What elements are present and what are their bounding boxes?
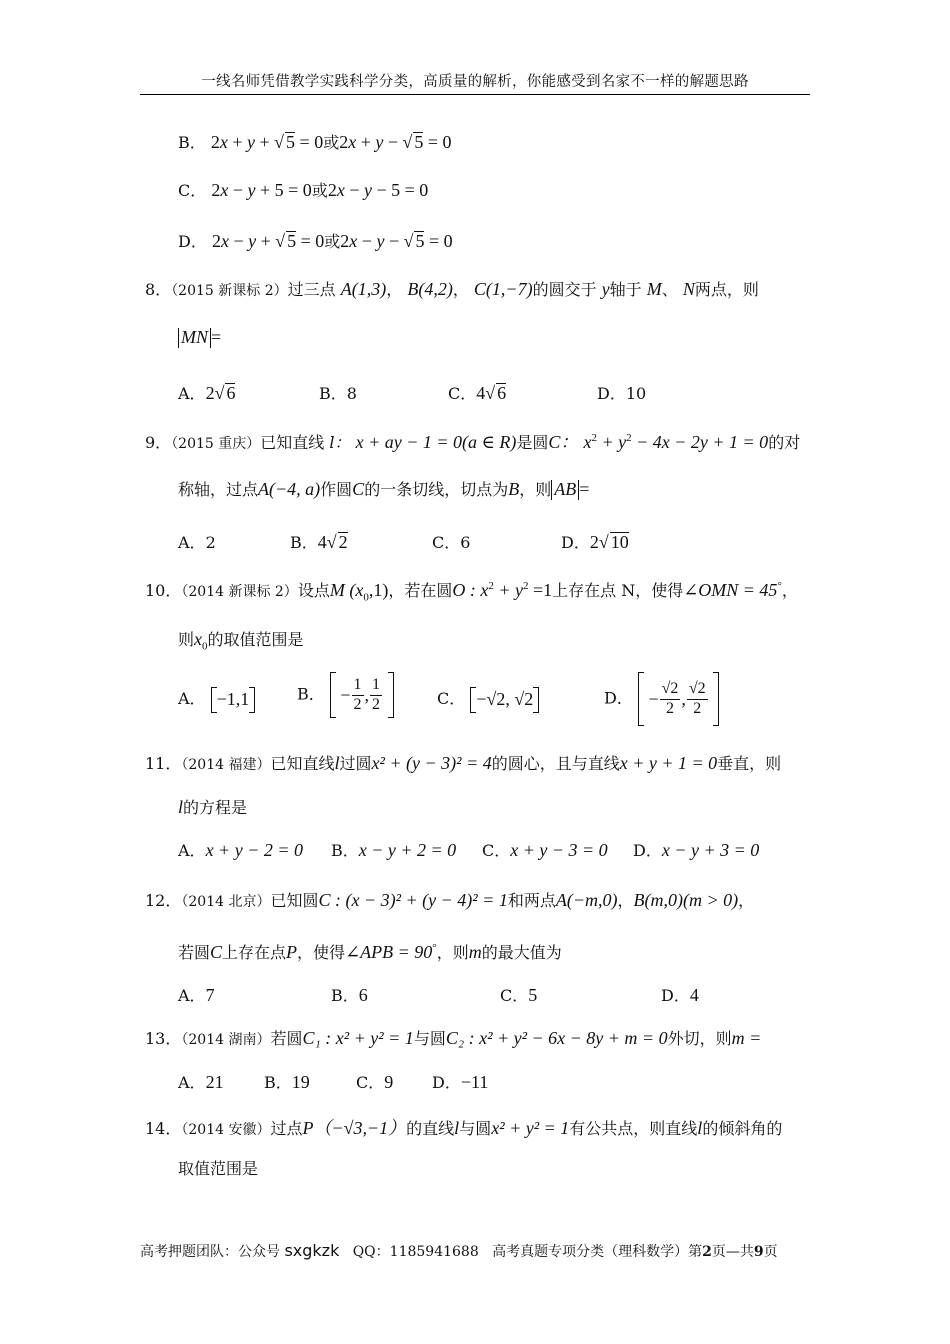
circle-o: O : $x^2 + y^2 =1$ bbox=[452, 580, 553, 600]
line-l: l： bbox=[329, 433, 351, 452]
text: ， bbox=[617, 891, 634, 910]
line-l: l bbox=[178, 797, 184, 817]
option-label: D． bbox=[561, 533, 590, 552]
q11-option-b[interactable] bbox=[331, 838, 456, 861]
q7-c-eq1: 2x − y + 5 = 0 bbox=[211, 180, 312, 200]
var-y: y bbox=[601, 279, 610, 299]
header-divider bbox=[140, 94, 810, 95]
question-source: （2014 湖南） bbox=[181, 1032, 271, 1048]
circle-equation: x² + (y − 3)² = 4 bbox=[371, 753, 492, 773]
point-m: M bbox=[646, 279, 662, 299]
circle-equation: $x^2 + y^2 - 4x - 2y + 1 = 0$ bbox=[583, 432, 769, 452]
page-footer bbox=[140, 1241, 778, 1261]
question-source: （2014 福建） bbox=[181, 757, 271, 773]
text: 若圆 bbox=[178, 943, 211, 962]
q7-d-eq2: 2x − y − √ 5 = 0 bbox=[340, 231, 453, 251]
circle-c2: C₂ : x² + y² − 6x − 8y + m = 0 bbox=[445, 1028, 668, 1048]
option-label: D． bbox=[432, 1073, 461, 1092]
q11-stem-2 bbox=[178, 795, 247, 818]
interval: − $\frac{√2}{2}$ , $\frac{√2}{2}$ bbox=[638, 672, 719, 726]
interval bbox=[470, 687, 539, 713]
option-label: C． bbox=[448, 384, 477, 403]
q9-option-c[interactable] bbox=[432, 530, 470, 553]
text: 是圆 bbox=[516, 433, 549, 452]
q7-option-d bbox=[178, 229, 453, 252]
option-label: C． bbox=[437, 689, 466, 708]
q14-stem bbox=[145, 1114, 782, 1140]
text: 的对 bbox=[768, 433, 801, 452]
q12-option-b[interactable] bbox=[331, 983, 368, 1006]
point-m: M $(x_0,1)$ bbox=[329, 580, 389, 604]
option-label: B． bbox=[331, 986, 359, 1005]
radicand: 2 bbox=[338, 532, 348, 552]
option-value: −11 bbox=[460, 1072, 489, 1092]
option-label: A． bbox=[178, 689, 206, 708]
option-label: B． bbox=[290, 533, 318, 552]
q7-b-eq1: 2x + y + √ 5 = 0 bbox=[210, 132, 324, 152]
text: 的直线 bbox=[406, 1119, 455, 1138]
text: 设点 bbox=[297, 581, 330, 600]
q13-stem bbox=[145, 1026, 761, 1049]
option-label: A． bbox=[178, 533, 206, 552]
q13-option-d[interactable] bbox=[432, 1070, 488, 1093]
text: 、 bbox=[661, 280, 678, 299]
q13-option-b[interactable] bbox=[264, 1070, 310, 1093]
line-l: l bbox=[697, 1118, 703, 1138]
text: 过三点 bbox=[287, 280, 336, 299]
question-number: 11． bbox=[145, 754, 182, 773]
q8-stem bbox=[145, 277, 759, 300]
page-total: 9 bbox=[753, 1244, 764, 1260]
point-b: B bbox=[508, 479, 520, 499]
radicand: 6 bbox=[226, 383, 236, 403]
text: 和两点 bbox=[507, 891, 556, 910]
option-value: 6 bbox=[460, 533, 471, 552]
circle-equation: C : (x − 3)² + (y − 4)² = 1 bbox=[318, 890, 508, 910]
text: 则 bbox=[178, 630, 195, 649]
text: ，则 bbox=[436, 943, 469, 962]
text: ，则 bbox=[519, 480, 552, 499]
text: 与圆 bbox=[459, 1119, 492, 1138]
line-l: l bbox=[334, 753, 340, 773]
text: 上存在点 N，使得 bbox=[552, 581, 684, 600]
option-label: A． bbox=[178, 384, 206, 403]
q8-option-a[interactable]: A．2√ 6 bbox=[178, 383, 236, 403]
q9-stem-2 bbox=[178, 477, 589, 500]
line-l: l bbox=[454, 1118, 460, 1138]
point-a: A(−m,0) bbox=[555, 890, 618, 910]
q9-option-b[interactable]: B．4√ 2 bbox=[290, 532, 348, 552]
coef: 2 bbox=[205, 383, 215, 403]
radicand: 10 bbox=[610, 532, 629, 552]
text: 已知直线 bbox=[270, 754, 335, 773]
point-a: A(1,3) bbox=[340, 279, 387, 299]
question-number: 8． bbox=[145, 280, 172, 299]
point-n: N bbox=[682, 279, 695, 299]
q10-option-d[interactable] bbox=[604, 672, 719, 726]
interval: − $\frac{1}{2}$ , $\frac{1}{2}$ bbox=[330, 672, 394, 718]
option-label: A． bbox=[178, 841, 206, 860]
q7-d-eq1: 2x − y + √ 5 = 0 bbox=[211, 231, 325, 251]
interval bbox=[211, 687, 256, 713]
option-value: 7 bbox=[205, 985, 215, 1005]
q13-option-a[interactable] bbox=[178, 1070, 224, 1093]
line-equation: x + y + 1 = 0 bbox=[619, 753, 718, 773]
text: ，若在圆 bbox=[388, 581, 453, 600]
text: 与圆 bbox=[413, 1029, 446, 1048]
question-source: （2014 安徽） bbox=[181, 1122, 271, 1138]
option-label: D． bbox=[178, 232, 207, 251]
ab-abs: AB bbox=[554, 479, 577, 499]
text: 的方程是 bbox=[183, 798, 248, 817]
option-label: D． bbox=[604, 688, 633, 708]
q10-stem-2 bbox=[178, 627, 304, 653]
option-value: 5 bbox=[528, 985, 538, 1005]
option-label: A． bbox=[178, 986, 206, 1005]
q11-option-d[interactable] bbox=[633, 838, 759, 861]
option-label: C． bbox=[500, 986, 529, 1005]
angle-apb: ∠APB = 90° bbox=[345, 942, 437, 962]
q10-option-c[interactable] bbox=[437, 686, 539, 713]
or-word: 或 bbox=[323, 133, 340, 152]
footer-team: 高考押题团队：公众号 bbox=[140, 1244, 280, 1260]
text: 的最大值为 bbox=[481, 943, 562, 962]
var-m: m bbox=[468, 942, 482, 962]
point-b: B(4,2) bbox=[407, 279, 453, 299]
equals: = bbox=[579, 479, 590, 499]
option-value: 6 bbox=[358, 985, 368, 1005]
footer-qq: QQ：1185941688 bbox=[352, 1244, 479, 1260]
option-value: x − y + 2 = 0 bbox=[358, 840, 457, 860]
text: 的取值范围是 bbox=[207, 630, 304, 649]
q11-option-c[interactable] bbox=[482, 838, 608, 861]
question-source: （2014 新课标 2） bbox=[181, 584, 298, 600]
q8-stem-2 bbox=[178, 327, 221, 348]
text: 的一条切线，切点为 bbox=[364, 480, 509, 499]
q7-option-b bbox=[178, 130, 452, 153]
q13-option-c[interactable] bbox=[356, 1070, 393, 1093]
text: ， bbox=[452, 280, 469, 299]
text: 作圆 bbox=[320, 480, 353, 499]
circle-equation: x² + y² = 1 bbox=[491, 1118, 570, 1138]
option-value: 10 bbox=[625, 384, 647, 403]
point-b: B(m,0)(m > 0) bbox=[633, 890, 739, 910]
radicand: 6 bbox=[497, 383, 507, 403]
option-value: x − y + 3 = 0 bbox=[661, 840, 760, 860]
var-x0: $x_0$ bbox=[194, 629, 208, 653]
question-number: 9． bbox=[145, 433, 172, 452]
q10-option-a[interactable] bbox=[178, 686, 255, 713]
q9-option-a[interactable] bbox=[178, 530, 216, 553]
q12-option-d[interactable] bbox=[661, 983, 699, 1006]
var-m: m = bbox=[731, 1028, 762, 1048]
q9-option-d[interactable]: D．2√ 10 bbox=[561, 532, 629, 552]
text: 过圆 bbox=[339, 754, 372, 773]
q7-b-eq2: 2x + y − √ 5 = 0 bbox=[339, 132, 452, 152]
question-number: 14． bbox=[145, 1119, 182, 1138]
circle-c: C： bbox=[548, 432, 579, 452]
option-label: B． bbox=[331, 841, 359, 860]
point-a: A(−4, a) bbox=[258, 479, 321, 499]
circle-c: C bbox=[352, 479, 365, 499]
option-value: 4 bbox=[689, 985, 699, 1005]
q8-option-c[interactable]: C．4√ 6 bbox=[448, 383, 507, 403]
question-source: （2015 新课标 2） bbox=[171, 283, 288, 299]
page-header: 一线名师凭借教学实践科学分类，高质量的解析，你能感受到名家不一样的解题思路 bbox=[201, 74, 749, 90]
option-value: x + y − 2 = 0 bbox=[205, 840, 303, 860]
angle-omn: ∠OMN = 45° bbox=[683, 580, 782, 600]
option-value: −1,1 bbox=[216, 689, 250, 709]
option-label: C． bbox=[482, 841, 511, 860]
footer-text: 页—共 bbox=[711, 1244, 754, 1260]
mn-abs: MN bbox=[181, 327, 208, 347]
question-number: 13． bbox=[145, 1029, 182, 1048]
option-label: B． bbox=[319, 384, 347, 403]
footer-text: 页 bbox=[763, 1244, 778, 1260]
q12-stem bbox=[145, 888, 754, 911]
text: 取值范围是 bbox=[178, 1159, 259, 1178]
q8-option-d[interactable] bbox=[597, 381, 646, 404]
option-label: A． bbox=[178, 1073, 206, 1092]
option-label: D． bbox=[633, 841, 662, 860]
option-label: C． bbox=[432, 533, 461, 552]
option-label: D． bbox=[661, 986, 690, 1005]
or-word: 或 bbox=[324, 232, 341, 251]
equals: = bbox=[211, 327, 222, 347]
point-p: P（−√3,−1） bbox=[302, 1118, 407, 1138]
q7-c-eq2: 2x − y − 5 = 0 bbox=[327, 180, 429, 200]
text: 两点，则 bbox=[694, 280, 759, 299]
option-value: 9 bbox=[384, 1072, 394, 1092]
text: ， bbox=[781, 581, 798, 600]
option-label: C． bbox=[356, 1073, 385, 1092]
option-value: 2 bbox=[205, 533, 216, 552]
text: 若圆 bbox=[270, 1029, 303, 1048]
option-value: 19 bbox=[291, 1072, 310, 1092]
coef: 4 bbox=[317, 532, 327, 552]
option-label: C． bbox=[178, 181, 207, 200]
q9-stem bbox=[145, 428, 800, 454]
text: 称轴，过点 bbox=[178, 480, 259, 499]
text: 轴于 bbox=[609, 280, 642, 299]
question-number: 10． bbox=[145, 581, 182, 600]
q10-stem bbox=[145, 578, 798, 604]
q10-option-b[interactable] bbox=[297, 672, 394, 718]
text: 外切，则 bbox=[667, 1029, 732, 1048]
q8-option-b[interactable] bbox=[319, 381, 357, 404]
option-label: B． bbox=[264, 1073, 292, 1092]
question-source: （2014 北京） bbox=[181, 894, 271, 910]
question-source: （2015 重庆） bbox=[171, 436, 261, 452]
q11-option-a[interactable] bbox=[178, 838, 303, 861]
page-number: 2 bbox=[702, 1244, 712, 1260]
text: 的倾斜角的 bbox=[702, 1119, 783, 1138]
circle-c1: C₁ : x² + y² = 1 bbox=[302, 1028, 414, 1048]
option-value: −√2, √2 bbox=[476, 689, 534, 709]
text: 过点 bbox=[270, 1119, 303, 1138]
option-value: x + y − 3 = 0 bbox=[510, 840, 608, 860]
text: ， bbox=[738, 891, 755, 910]
q7-option-c bbox=[178, 178, 428, 201]
text: ， bbox=[386, 280, 403, 299]
q12-stem-2 bbox=[178, 940, 562, 963]
q11-stem bbox=[145, 751, 781, 774]
option-value: 8 bbox=[346, 384, 357, 403]
text: 有公共点，则直线 bbox=[569, 1119, 698, 1138]
footer-brand: sxgkzk bbox=[284, 1241, 340, 1260]
coef: 4 bbox=[476, 383, 486, 403]
text: 上存在点 bbox=[222, 943, 287, 962]
q12-option-a[interactable] bbox=[178, 983, 215, 1006]
option-label: B． bbox=[178, 133, 206, 152]
option-value: 21 bbox=[205, 1072, 224, 1092]
option-label: D． bbox=[597, 384, 626, 403]
text: ，使得 bbox=[297, 943, 346, 962]
footer-series: 高考真题专项分类（理科数学）第 bbox=[492, 1244, 703, 1260]
circle-c: C bbox=[210, 942, 223, 962]
q12-option-c[interactable] bbox=[500, 983, 537, 1006]
point-p: P bbox=[286, 942, 298, 962]
text: 的圆交于 bbox=[532, 280, 597, 299]
line-equation: x + ay − 1 = 0(a ∈ R) bbox=[355, 432, 517, 452]
text: 的圆心，且与直线 bbox=[491, 754, 620, 773]
question-number: 12． bbox=[145, 891, 182, 910]
text: 已知圆 bbox=[270, 891, 319, 910]
text: 已知直线 bbox=[260, 433, 325, 452]
text: 垂直，则 bbox=[717, 754, 782, 773]
q14-stem-2 bbox=[178, 1156, 258, 1179]
option-label: B． bbox=[297, 684, 325, 704]
coef: 2 bbox=[589, 532, 599, 552]
point-c: C(1,−7) bbox=[473, 279, 533, 299]
or-word: 或 bbox=[311, 181, 328, 200]
